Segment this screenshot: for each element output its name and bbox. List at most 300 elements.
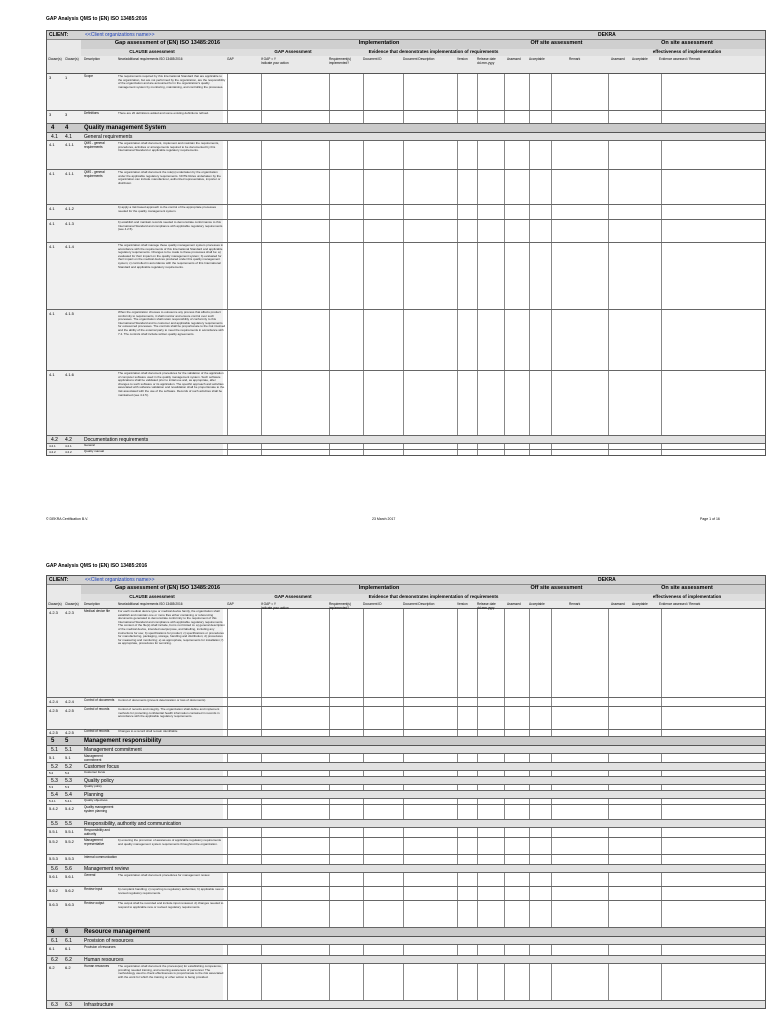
document-title: GAP Analysis QMS to (EN) ISO 13485:2016 (46, 563, 148, 569)
gap-table (46, 30, 766, 456)
column-divider (529, 945, 530, 955)
column-divider (551, 450, 552, 455)
clause-assessment-header: CLAUSE assessment (81, 49, 224, 56)
clause-assessment-header: CLAUSE assessment (81, 594, 224, 601)
column-divider (661, 111, 662, 123)
evidence-header: Evidence that demonstrates implementation of requirements (363, 49, 505, 56)
column-divider (363, 74, 364, 110)
column-divider (403, 855, 404, 864)
column-divider (608, 799, 609, 804)
column-divider (661, 707, 662, 729)
column-divider (329, 887, 330, 900)
implementation-header: Implementation (254, 40, 505, 49)
onsite-subheader: effectiveness of implementation (609, 594, 765, 601)
column-divider (363, 855, 364, 864)
table-row: 5.5.2 5.5.2 Management representative b) ensuring the promotion of awareness of applicable regulatory requirements and quality management system requirements throughout the organization. (47, 838, 765, 855)
gap-table (46, 575, 766, 1009)
column-divider (529, 243, 530, 309)
column-divider (261, 785, 262, 790)
column-divider (329, 450, 330, 455)
column-divider (457, 205, 458, 219)
column-divider (261, 371, 262, 435)
column-divider (529, 805, 530, 819)
column-divider (608, 220, 609, 242)
column-divider (529, 964, 530, 1000)
col-assessed-onsite: Assessed (611, 57, 625, 61)
column-divider (329, 945, 330, 955)
client-name-field[interactable]: <<Client organizations name>> (85, 32, 155, 38)
table-row: 5.2 5.2 Customer focus (47, 771, 765, 777)
column-divider (477, 945, 478, 955)
column-divider (227, 707, 228, 729)
col-assessed-onsite: Assessed (611, 602, 625, 606)
column-divider (477, 964, 478, 1000)
column-divider (661, 243, 662, 309)
column-divider (261, 754, 262, 762)
column-divider (529, 205, 530, 219)
column-divider (529, 310, 530, 370)
column-divider (457, 771, 458, 776)
column-divider (403, 609, 404, 697)
client-bar (47, 576, 765, 585)
col-acceptable: Acceptable (529, 57, 545, 61)
column-divider (403, 873, 404, 886)
column-divider (403, 754, 404, 762)
col-description: Description (84, 57, 100, 61)
column-divider (608, 707, 609, 729)
column-divider (227, 771, 228, 776)
column-divider (363, 707, 364, 729)
column-divider (457, 310, 458, 370)
column-divider (551, 805, 552, 819)
gap-assessment-subheader: GAP Assessment (223, 594, 364, 601)
onsite-subheader: effectiveness of implementation (609, 49, 765, 56)
col-gap: GAP (227, 57, 234, 61)
column-divider (403, 74, 404, 110)
column-divider (363, 771, 364, 776)
column-divider (457, 873, 458, 886)
column-divider (661, 730, 662, 736)
column-divider (551, 205, 552, 219)
column-divider (661, 873, 662, 886)
column-divider (551, 698, 552, 706)
table-row: 3 3 Definitions There are 20 definitions added and some existing definitions refined. (47, 111, 765, 124)
column-divider (261, 771, 262, 776)
column-divider (608, 730, 609, 736)
column-divider (227, 730, 228, 736)
column-divider (504, 828, 505, 837)
column-divider (661, 945, 662, 955)
implementation-header: Implementation (254, 585, 505, 594)
column-divider (329, 371, 330, 435)
column-divider (477, 450, 478, 455)
column-divider (608, 371, 609, 435)
column-divider (551, 855, 552, 864)
column-divider (329, 855, 330, 864)
subsection-heading: 6.2 6.2 Human resources (47, 956, 765, 964)
column-divider (457, 855, 458, 864)
column-divider (403, 707, 404, 729)
column-divider (403, 141, 404, 169)
column-divider (403, 205, 404, 219)
column-divider (529, 730, 530, 736)
column-divider (363, 698, 364, 706)
column-divider (529, 838, 530, 854)
column-divider (363, 799, 364, 804)
column-divider (608, 205, 609, 219)
column-divider (504, 205, 505, 219)
table-row: 5.5.1 5.5.1 Responsibility and authority (47, 828, 765, 838)
column-divider (261, 805, 262, 819)
column-divider (477, 609, 478, 697)
column-divider (529, 754, 530, 762)
column-divider (457, 754, 458, 762)
table-row: 4.2.1 4.2.1 General (47, 444, 765, 450)
column-divider (608, 771, 609, 776)
column-divider (227, 310, 228, 370)
subsection-heading: 6.3 6.3 Infrastructure (47, 1001, 765, 1008)
client-name-field[interactable]: <<Client organizations name>> (85, 577, 155, 583)
column-divider (457, 901, 458, 927)
column-divider (363, 444, 364, 449)
column-divider (363, 964, 364, 1000)
column-divider (529, 887, 530, 900)
column-divider (403, 310, 404, 370)
column-divider (329, 609, 330, 697)
col-remark: Remark (569, 57, 581, 61)
column-divider (477, 698, 478, 706)
column-divider (457, 964, 458, 1000)
column-divider (403, 805, 404, 819)
column-divider (261, 799, 262, 804)
column-divider (227, 785, 228, 790)
column-divider (551, 887, 552, 900)
col-acceptable-onsite: Acceptable (632, 57, 648, 61)
col-description: Description (84, 602, 100, 606)
table-row: 4.2.2 4.2.2 Quality manual (47, 450, 765, 455)
column-divider (227, 220, 228, 242)
column-divider (661, 170, 662, 204)
gap-assessment-header: Gap assessment of (EN) ISO 13485:2016 (81, 40, 255, 49)
column-divider (227, 828, 228, 837)
column-divider (403, 838, 404, 854)
column-divider (529, 799, 530, 804)
column-divider (457, 945, 458, 955)
column-divider (551, 828, 552, 837)
column-divider (363, 220, 364, 242)
table-row: 5.5.3 5.5.3 Internal communication (47, 855, 765, 865)
column-divider (529, 450, 530, 455)
column-divider (457, 74, 458, 110)
column-divider (661, 838, 662, 854)
column-divider (477, 785, 478, 790)
col-clause-b: Clause(s) (65, 57, 79, 61)
column-divider (504, 964, 505, 1000)
column-divider (608, 111, 609, 123)
table-header (47, 31, 765, 74)
column-divider (477, 901, 478, 927)
footer-left: © DEKRA Certification B.V. (46, 517, 89, 521)
column-divider (457, 371, 458, 435)
column-divider (661, 887, 662, 900)
col-assessed: Assessed (507, 57, 521, 61)
column-divider (363, 450, 364, 455)
column-divider (261, 945, 262, 955)
column-divider (477, 243, 478, 309)
table-row: 4.2.3 4.2.3 Medical device file For each medical device type or medical device family, the organization shall establish and maintain one or more files either containing or referencing documents generated to demonstrate conformity to the requirement of this International Standard and compliance with applicable regulatory requirements. The content of the file(s) shall include, but is not limited to: a) general description of the medical device, intended use/purpose, and labelling, including any instructions for use; b) specifications for product; c) specifications or procedures for manufacturing, packaging, storage, handling and distribution; d) procedures for measuring and monitoring; e) as appropriate, requirements for installation; f) as appropriate, procedures for servicing. (47, 609, 765, 698)
col-version: Version (457, 602, 468, 606)
subsection-heading: 5.4 5.4 Planning (47, 791, 765, 799)
column-divider (551, 754, 552, 762)
column-divider (504, 855, 505, 864)
column-divider (403, 444, 404, 449)
subsection-heading: 5.5 5.5 Responsibility, authority and communication (47, 820, 765, 828)
column-divider (529, 901, 530, 927)
table-row: 5.6.2 5.6.2 Review input b) complaint handling; c) reporting to regulatory authorities; h) applicable new or revised regulatory requirements. (47, 887, 765, 901)
column-divider (608, 901, 609, 927)
column-divider (329, 730, 330, 736)
column-divider (363, 754, 364, 762)
column-divider (457, 730, 458, 736)
column-divider (329, 243, 330, 309)
column-divider (227, 838, 228, 854)
column-divider (261, 887, 262, 900)
subsection-heading: 5.3 5.3 Quality policy (47, 777, 765, 785)
column-divider (529, 771, 530, 776)
column-divider (363, 901, 364, 927)
column-divider (329, 838, 330, 854)
column-divider (457, 799, 458, 804)
column-divider (261, 964, 262, 1000)
column-divider (661, 220, 662, 242)
column-divider (261, 220, 262, 242)
subsection-heading: 5.6 5.6 Management review (47, 865, 765, 873)
column-divider (608, 141, 609, 169)
column-divider (504, 450, 505, 455)
column-divider (403, 243, 404, 309)
column-divider (661, 785, 662, 790)
column-divider (329, 771, 330, 776)
footer-date: 23 March 2017 (372, 517, 396, 521)
column-divider (403, 220, 404, 242)
subsection-heading: 5.1 5.1 Management commitment (47, 746, 765, 754)
col-evidence-remark: Evidence assessed / Remark (659, 602, 701, 606)
column-divider (551, 730, 552, 736)
column-divider (457, 220, 458, 242)
column-divider (227, 450, 228, 455)
subsection-heading: 4.2 4.2 Documentation requirements (47, 436, 765, 444)
column-divider (403, 111, 404, 123)
column-divider (329, 754, 330, 762)
column-divider (261, 74, 262, 110)
column-divider (661, 828, 662, 837)
document-title: GAP Analysis QMS to (EN) ISO 13485:2016 (46, 16, 148, 22)
column-divider (363, 945, 364, 955)
column-divider (551, 220, 552, 242)
column-divider (261, 205, 262, 219)
column-divider (504, 609, 505, 697)
column-divider (661, 805, 662, 819)
column-divider (661, 444, 662, 449)
column-divider (529, 141, 530, 169)
column-divider (261, 450, 262, 455)
column-divider (477, 730, 478, 736)
col-release-date: Release date dd-mm-yyyy (477, 57, 496, 65)
column-divider (457, 785, 458, 790)
column-divider (661, 450, 662, 455)
column-divider (608, 887, 609, 900)
column-divider (261, 730, 262, 736)
column-divider (608, 838, 609, 854)
section-heading: 4 4 Quality management System (47, 124, 765, 133)
col-new-req: New/additional requirements ISO 13485:2016 (118, 602, 183, 606)
column-divider (329, 310, 330, 370)
column-divider (363, 141, 364, 169)
column-divider (329, 220, 330, 242)
client-bar (47, 31, 765, 40)
column-divider (261, 141, 262, 169)
column-divider (529, 873, 530, 886)
column-divider (504, 74, 505, 110)
column-divider (227, 799, 228, 804)
col-release-date: Release date dd-mm-yyyy (477, 602, 496, 610)
col-acceptable-onsite: Acceptable (632, 602, 648, 606)
column-divider (329, 799, 330, 804)
column-divider (329, 828, 330, 837)
column-divider (329, 785, 330, 790)
table-row: 6.1 6.1 Provision of resources (47, 945, 765, 956)
column-divider (477, 754, 478, 762)
column-divider (529, 371, 530, 435)
column-divider (551, 945, 552, 955)
column-divider (227, 873, 228, 886)
onsite-header: On site assessment (609, 40, 765, 49)
column-divider (608, 310, 609, 370)
table-row: 4.1 4.1.6 The organization shall document procedures for the validation of the application of computer software used in the quality management system. Such software applications shall be validated prior to initial use and, as appropriate, after changes to such software or its application. The specific approach and activities associated with software validation and revalidation shall be proportionate to the risk associated with the use of the software. Records of such activities shall be maintained (see 4.2.5). (47, 371, 765, 436)
col-gap: GAP (227, 602, 234, 606)
table-row: 4.2.5 4.2.5 Control of records Changes to a record shall remain identifiable (47, 730, 765, 737)
column-divider (504, 887, 505, 900)
column-divider (363, 873, 364, 886)
column-divider (504, 945, 505, 955)
column-divider (529, 609, 530, 697)
column-divider (551, 609, 552, 697)
offsite-subheader (504, 594, 610, 601)
column-divider (504, 805, 505, 819)
column-divider (227, 805, 228, 819)
column-divider (504, 141, 505, 169)
column-divider (403, 964, 404, 1000)
column-divider (227, 111, 228, 123)
column-divider (477, 771, 478, 776)
col-doc-id: Document ID (363, 57, 382, 61)
column-divider (551, 901, 552, 927)
column-divider (329, 964, 330, 1000)
col-indicate: If GAP = Y Indicate your action (261, 602, 289, 610)
column-divider (227, 964, 228, 1000)
table-row: 4.1 4.1.2 b) apply a risk based approach to the control of the appropriate processes needed for the quality management system. (47, 205, 765, 220)
col-assessed: Assessed (507, 602, 521, 606)
column-divider (608, 964, 609, 1000)
column-divider (608, 873, 609, 886)
table-row: 4.1 4.1.5 When the organization chooses to outsource any process that affects product conformity to requirements, it shall monitor and ensure control over such processes. The organization shall retain responsibility of conformity to this International Standard and to customer and applicable regulatory requirements for outsourced processes. The controls shall be proportionate to the risk involved and the ability of the external party to meet the requirements in accordance with 7.4. The controls shall include written quality agreements. (47, 310, 765, 371)
col-clause-a: Clause(s) (48, 57, 62, 61)
column-divider (661, 141, 662, 169)
column-divider (227, 887, 228, 900)
offsite-subheader (504, 49, 610, 56)
gap-assessment-header: Gap assessment of (EN) ISO 13485:2016 (81, 585, 255, 594)
column-divider (457, 141, 458, 169)
column-divider (529, 444, 530, 449)
column-divider (504, 170, 505, 204)
column-divider (363, 205, 364, 219)
offsite-header: Off site assessment (504, 585, 610, 594)
column-divider (477, 805, 478, 819)
col-version: Version (457, 57, 468, 61)
column-divider (529, 828, 530, 837)
column-divider (551, 243, 552, 309)
col-indicate: If GAP = Y Indicate your action (261, 57, 289, 65)
column-divider (457, 111, 458, 123)
column-divider (227, 141, 228, 169)
column-divider (403, 828, 404, 837)
col-req-impl: Requirement(s) implemented? (329, 602, 351, 610)
column-divider (329, 444, 330, 449)
column-divider (661, 855, 662, 864)
column-divider (261, 838, 262, 854)
column-divider (261, 111, 262, 123)
column-divider (403, 785, 404, 790)
column-divider (329, 805, 330, 819)
col-new-req: New/additional requirements ISO 13485:2016 (118, 57, 183, 61)
col-clause-b: Clause(s) (65, 602, 79, 606)
column-divider (504, 444, 505, 449)
table-row: 6.2 6.2 Human resources The organization shall document the process(es) for establishing competence, providing needed training, and ensuring awareness of personnel. The methodology used to check effectiveness is proportionate to the risk associated with the work for which the training or other action is being provided. (47, 964, 765, 1001)
column-divider (504, 785, 505, 790)
column-divider (457, 805, 458, 819)
column-divider (608, 170, 609, 204)
column-divider (329, 873, 330, 886)
table-row: 4.1 4.1.4 The organization shall manage these quality management system processes in accordance with the requirements of this International Standard and applicable regulatory requirements. Changes to be made to these processes shall be: a) evaluated for their impact on the quality management system; b) evaluated for their impact on the medical devices produced under this quality management system; c) controlled in accordance with the requirements of this International Standard and applicable regulatory requirements. (47, 243, 765, 310)
column-divider (363, 730, 364, 736)
column-divider (661, 754, 662, 762)
column-divider (329, 170, 330, 204)
col-remark: Remark (569, 602, 581, 606)
column-divider (551, 74, 552, 110)
column-divider (477, 828, 478, 837)
column-divider (363, 609, 364, 697)
column-divider (504, 707, 505, 729)
column-divider (551, 873, 552, 886)
column-divider (504, 730, 505, 736)
column-divider (227, 945, 228, 955)
column-divider (608, 805, 609, 819)
column-divider (261, 855, 262, 864)
column-divider (477, 220, 478, 242)
column-divider (403, 170, 404, 204)
column-divider (363, 838, 364, 854)
column-divider (261, 828, 262, 837)
client-label: CLIENT: (49, 32, 69, 38)
column-divider (661, 609, 662, 697)
column-divider (551, 771, 552, 776)
column-divider (477, 707, 478, 729)
column-divider (551, 444, 552, 449)
column-divider (457, 698, 458, 706)
column-divider (329, 707, 330, 729)
column-divider (551, 111, 552, 123)
column-divider (403, 730, 404, 736)
